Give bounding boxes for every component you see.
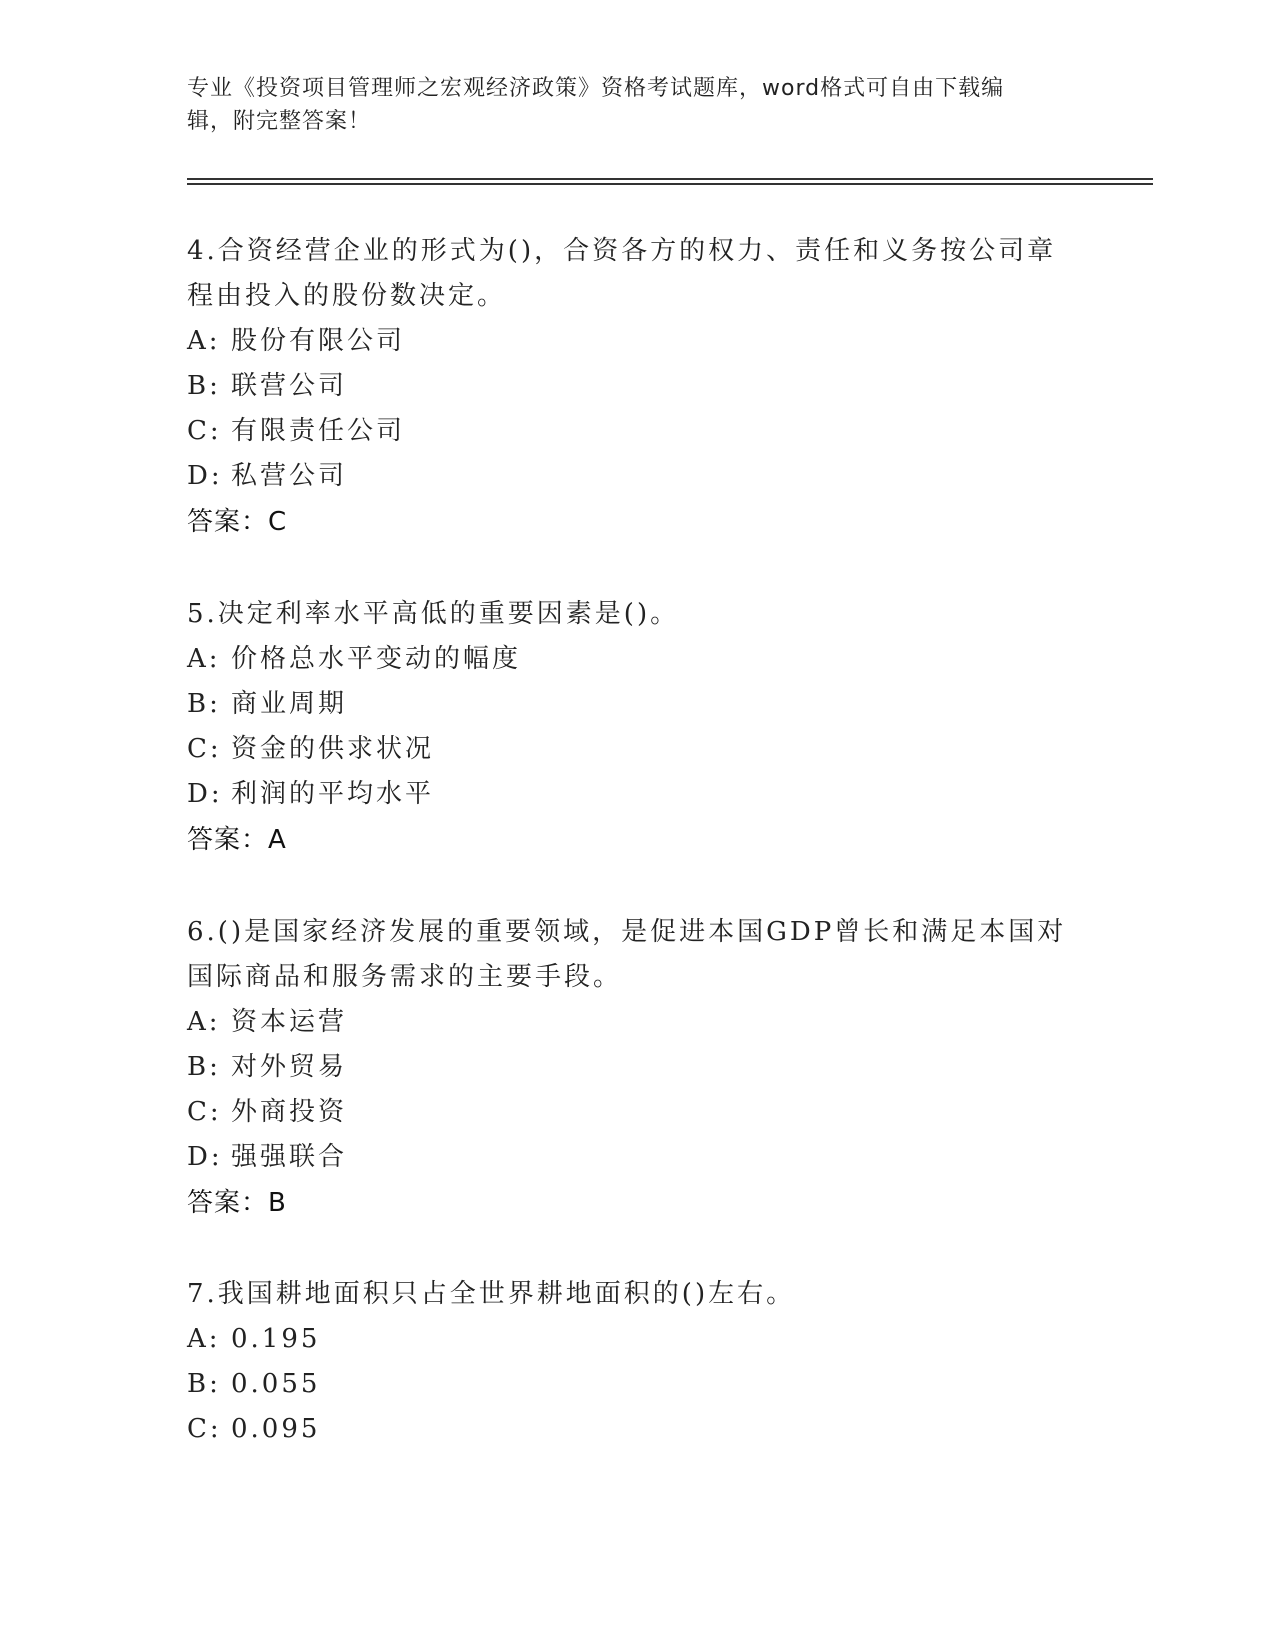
option-text: 外商投资 [231, 1097, 348, 1127]
option-a [187, 1317, 1067, 1362]
answer-line: 答案：B [187, 1188, 287, 1218]
option-text: 商业周期 [231, 689, 348, 719]
question-stem-continued: 程由投入的股份数决定。 [187, 281, 507, 311]
option-key: A: [187, 644, 221, 674]
option-key: D: [187, 461, 223, 491]
option-key: B: [187, 1052, 221, 1082]
option-b [187, 1045, 1067, 1090]
option-text: 股份有限公司 [231, 326, 406, 356]
option-text: 对外贸易 [231, 1052, 348, 1082]
option-key: A: [187, 1324, 221, 1354]
option-key: C: [187, 734, 222, 764]
question-5 [187, 592, 1067, 863]
option-text: 私营公司 [231, 461, 348, 491]
option-key: D: [187, 779, 223, 809]
document-header [187, 72, 1067, 138]
answer-line: 答案：C [187, 507, 288, 537]
question-stem: 4.合资经营企业的形式为()，合资各方的权力、责任和义务按公司章 [187, 236, 1057, 266]
option-key: D: [187, 1142, 223, 1172]
question-stem: 6.()是国家经济发展的重要领域，是促进本国GDP曾长和满足本国对 [187, 917, 1067, 947]
question-stem-continued: 国际商品和服务需求的主要手段。 [187, 962, 623, 992]
question-stem: 7.我国耕地面积只占全世界耕地面积的()左右。 [187, 1279, 796, 1309]
option-key: B: [187, 689, 221, 719]
option-d [187, 1135, 1067, 1180]
option-c [187, 727, 1067, 772]
option-key: A: [187, 326, 221, 356]
option-text: 有限责任公司 [231, 416, 406, 446]
option-b [187, 1362, 1067, 1407]
option-text: 资金的供求状况 [231, 734, 435, 764]
question-stem: 5.决定利率水平高低的重要因素是()。 [187, 599, 680, 629]
option-c [187, 1090, 1067, 1135]
option-c [187, 1407, 1067, 1452]
header-divider-top [187, 178, 1153, 180]
option-text: 联营公司 [231, 371, 348, 401]
option-text: 价格总水平变动的幅度 [231, 644, 522, 674]
option-key: A: [187, 1007, 221, 1037]
option-d [187, 454, 1067, 499]
option-text: 强强联合 [231, 1142, 348, 1172]
header-line-2: 辑，附完整答案！ [187, 109, 372, 134]
question-4 [187, 229, 1067, 545]
header-divider-bottom [187, 183, 1153, 185]
answer-line: 答案：A [187, 825, 287, 855]
option-key: B: [187, 1369, 221, 1399]
option-c [187, 409, 1067, 454]
option-text: 0.055 [231, 1369, 321, 1399]
option-text: 资本运营 [231, 1007, 348, 1037]
option-a [187, 1000, 1067, 1045]
option-key: C: [187, 1414, 222, 1444]
header-line-1: 专业《投资项目管理师之宏观经济政策》资格考试题库，word格式可自由下载编 [187, 76, 1005, 101]
option-key: B: [187, 371, 221, 401]
option-b [187, 682, 1067, 727]
option-text: 0.095 [231, 1414, 321, 1444]
option-b [187, 364, 1067, 409]
option-text: 0.195 [231, 1324, 321, 1354]
option-key: C: [187, 1097, 222, 1127]
option-key: C: [187, 416, 222, 446]
option-a [187, 637, 1067, 682]
question-6 [187, 910, 1067, 1226]
option-d [187, 772, 1067, 817]
question-7 [187, 1272, 1067, 1452]
option-a [187, 319, 1067, 364]
option-text: 利润的平均水平 [231, 779, 435, 809]
